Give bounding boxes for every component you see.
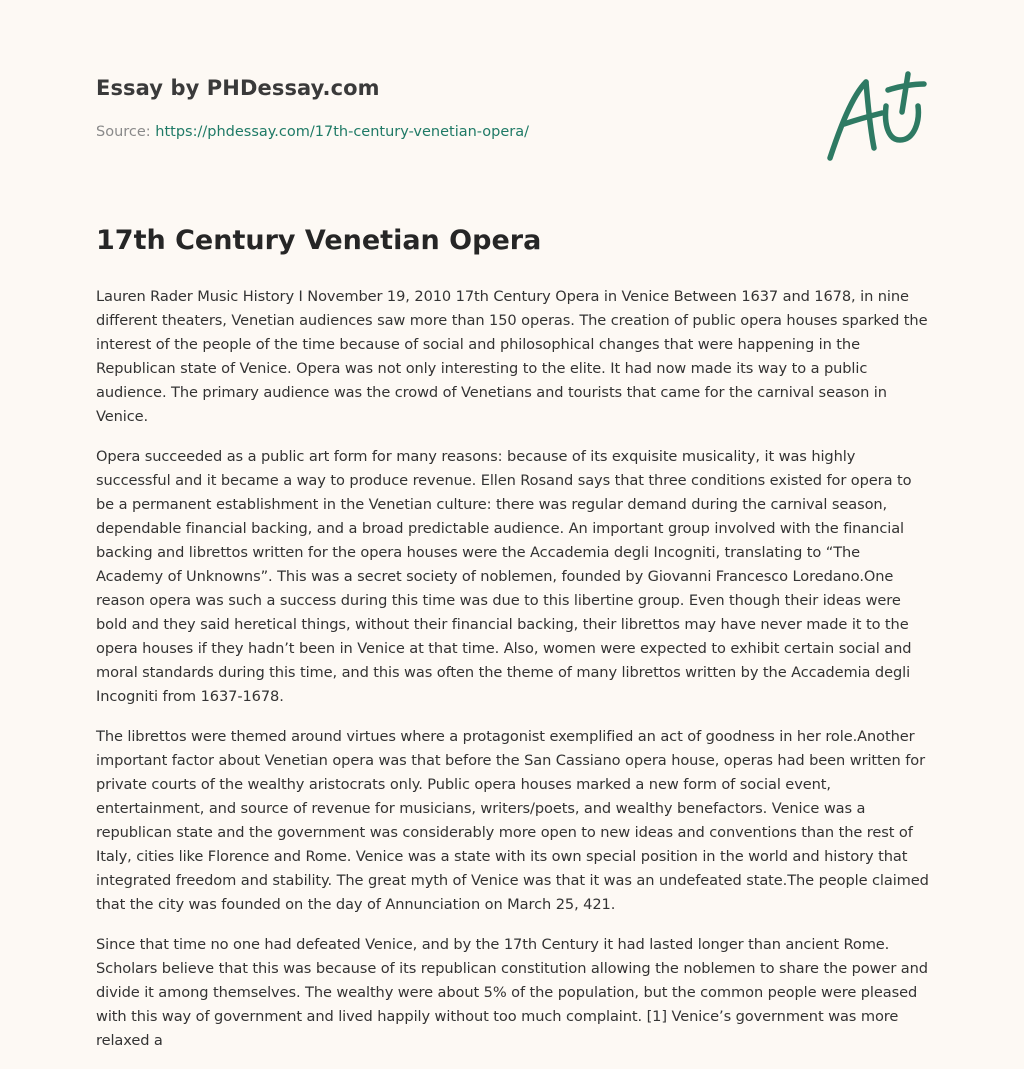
a-plus-logo-icon — [822, 66, 932, 166]
essay-paragraph: Lauren Rader Music History I November 19, 2010 17th Century Opera in Venice Between 1637 and 1678, in nine different theaters, Venetian audiences saw more than 150 operas. The creation of public opera houses sparked the interest of the people of the time because of social and philosophical changes that were happening in the Republican state of Venice. Opera was not only interesting to the elite. It had now made its way to a public audience. The primary audience was the crowd of Venetians and tourists that came for the carnival season in Venice. — [96, 288, 928, 425]
essay-paragraph: Opera succeeded as a public art form for many reasons: because of its exquisite musicality, it was highly successful and it became a way to produce revenue. Ellen Rosand says that three conditions existed for opera to be a permanent establishment in the Venetian culture: there was regular demand during the carnival season, dependable financial backing, and a broad predictable audience. An important group involved with the financial backing and librettos written for the opera houses were the Accademia degli Incogniti, translating to “The Academy of Unknowns”. This was a secret society of noblemen, founded by Giovanni Francesco Loredano.One reason opera was such a success during this time was due to this libertine group. Even though their ideas were bold and they said heretical things, without their financial backing, their librettos may have never made it to the opera houses if they hadn’t been in Venice at that time. Also, women were expected to exhibit certain social and moral standards during this time, and this was often the theme of many librettos written by the Accademia degli Incogniti from 1637-1678. — [96, 448, 912, 705]
essay-title: 17th Century Venetian Opera — [96, 225, 542, 256]
essay-paragraph: The librettos were themed around virtues where a protagonist exemplified an act of goodness in her role.Another important factor about Venetian opera was that before the San Cassiano opera house, operas had been written for private courts of the wealthy aristocrats only. Public opera houses marked a new form of social event, entertainment, and source of revenue for musicians, writers/poets, and wealthy benefactors. Venice was a republican state and the government was considerably more open to new ideas and conventions than the rest of Italy, cities like Florence and Rome. Venice was a state with its own special position in the world and history that integrated freedom and stability. The great myth of Venice was that it was an undefeated state.The people claimed that the city was founded on the day of Annunciation on March 25, 421. — [96, 728, 929, 913]
source-link[interactable]: https://phdessay.com/17th-century-venetian-opera/ — [155, 124, 530, 140]
essay-body — [96, 285, 930, 1069]
source-line — [96, 124, 529, 140]
essay-paragraph: Since that time no one had defeated Venice, and by the 17th Century it had lasted longer than ancient Rome. Scholars believe that this was because of its republican constitution allowing the noblemen to share the power and divide it among themselves. The wealthy were about 5% of the population, but the common people were pleased with this way of government and lived happily without too much complaint. [1] Venice’s government was more relaxed a — [96, 936, 928, 1049]
site-title: Essay by PHDessay.com — [96, 76, 380, 100]
source-label: Source: — [96, 124, 156, 140]
